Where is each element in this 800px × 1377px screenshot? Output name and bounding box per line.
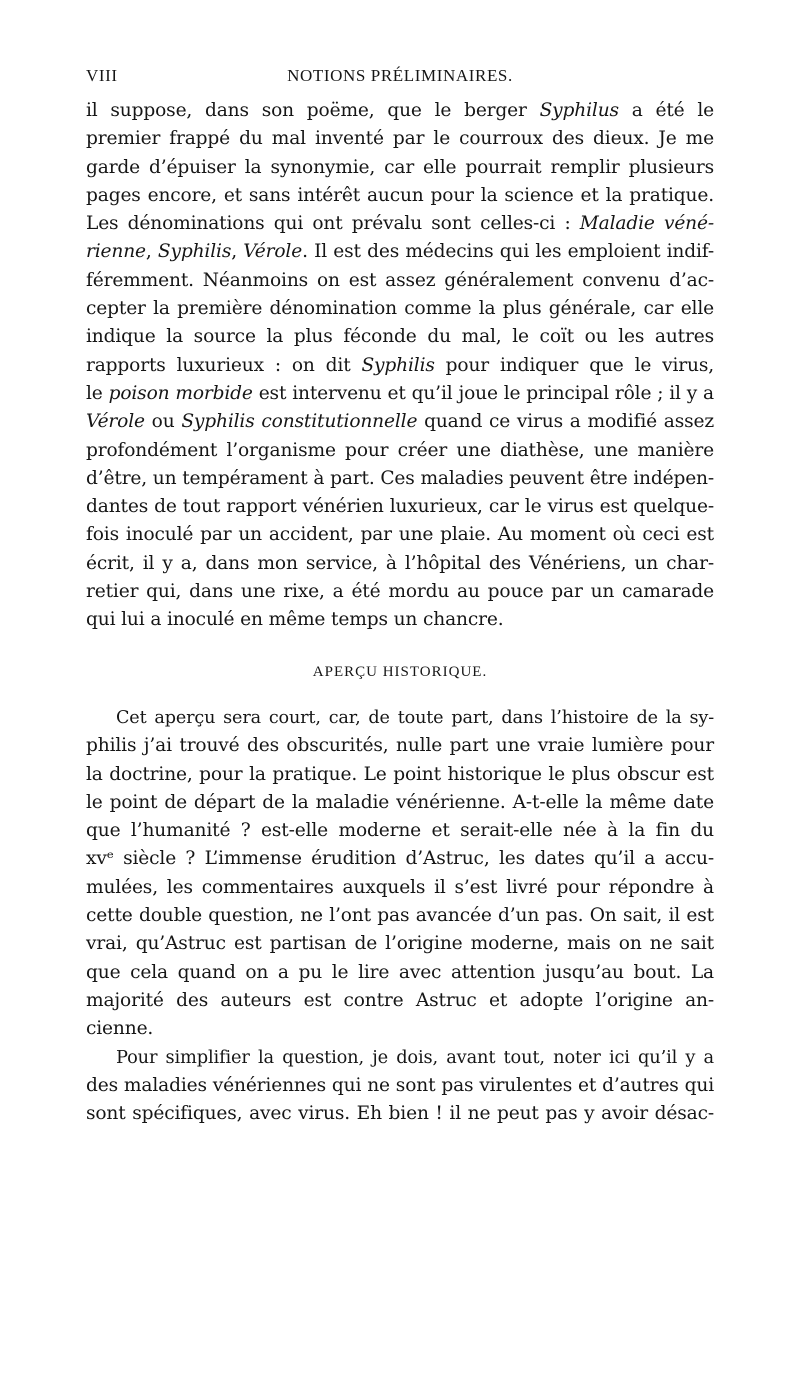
text-line: majorité des auteurs est contre Astruc et adopte l’origine an-: [86, 989, 714, 1011]
text-line: pages encore, et sans intérêt aucun pour la science et la pratique.: [86, 184, 714, 206]
text-line: sont spécifiques, avec virus. Eh bien ! il ne peut pas y avoir désac-: [86, 1103, 714, 1125]
text-line: féremment. Néanmoins on est assez généralement convenu d’ac-: [86, 269, 714, 291]
text-line: cienne.: [86, 1018, 154, 1040]
paragraph-historical: [86, 704, 714, 1044]
text-line: il suppose, dans son poëme, que le berger Syphilus a été le: [86, 100, 714, 121]
paragraph-synonymy: [86, 97, 714, 635]
text-line: que cela quand on a pu le lire avec attention jusqu’au bout. La: [86, 961, 714, 983]
text-line: garde d’épuiser la synonymie, car elle pourrait remplir plusieurs: [86, 156, 714, 178]
text-line: la doctrine, pour la pratique. Le point historique le plus obscur est: [86, 763, 714, 785]
section-heading: APERÇU HISTORIQUE.: [312, 663, 488, 680]
text-line: retier qui, dans une rixe, a été mordu au pouce par un camarade: [86, 581, 714, 603]
text-line: d’être, un tempérament à part. Ces maladies peuvent être indépen-: [86, 467, 715, 489]
text-line: dantes de tout rapport vénérien luxurieux, car le virus est quelque-: [86, 496, 714, 518]
body-text: [86, 97, 714, 1128]
text-line: cette double question, ne l’ont pas avancée d’un pas. On sait, il est: [86, 905, 714, 927]
text-line: Cet aperçu sera court, car, de toute part, dans l’histoire de la sy-: [116, 707, 714, 728]
text-line: xvᵉ siècle ? L’immense érudition d’Astruc, les dates qu’il a accu-: [86, 848, 714, 870]
text-line: Pour simplifier la question, je dois, avant tout, noter ici qu’il y a: [116, 1046, 714, 1068]
text-line: rapports luxurieux : on dit Syphilis pour indiquer que le virus,: [86, 354, 714, 376]
paragraph-simplify: [86, 1044, 714, 1129]
text-line: philis j’ai trouvé des obscurités, nulle part une vraie lumière pour: [86, 735, 714, 757]
text-line: rienne, Syphilis, Vérole. Il est des médecins qui les emploient indif-: [86, 241, 714, 263]
text-line: cepter la première dénomination comme la plus générale, car elle: [86, 298, 714, 320]
text-line: fois inoculé par un accident, par une plaie. Au moment où ceci est: [86, 524, 714, 546]
text-line: vrai, qu’Astruc est partisan de l’origine moderne, mais on ne sait: [86, 933, 714, 955]
text-line: indique la source la plus féconde du mal, le coït ou les autres: [86, 326, 714, 348]
text-line: que l’humanité ? est-elle moderne et serait-elle née à la fin du: [86, 820, 714, 842]
text-line: Les dénominations qui ont prévalu sont celles-ci : Maladie véné-: [86, 213, 714, 235]
running-head: [86, 66, 714, 92]
text-line: le poison morbide est intervenu et qu’il joue le principal rôle ; il y a: [86, 382, 714, 404]
text-line: le point de départ de la maladie vénérienne. A-t-elle la même date: [86, 791, 714, 813]
text-line: profondément l’organisme pour créer une diathèse, une manière: [86, 439, 714, 461]
page-number: VIII: [86, 66, 118, 85]
text-line: Vérole ou Syphilis constitutionnelle quand ce virus a modifié assez: [86, 411, 714, 433]
text-line: écrit, il y a, dans mon service, à l’hôpital des Vénériens, un char-: [86, 552, 714, 574]
running-title: NOTIONS PRÉLIMINAIRES.: [287, 66, 513, 85]
text-line: des maladies vénériennes qui ne sont pas virulentes et d’autres qui: [86, 1074, 714, 1096]
text-line: qui lui a inoculé en même temps un chancre.: [86, 609, 504, 631]
text-line: mulées, les commentaires auxquels il s’est livré pour répondre à: [86, 876, 714, 898]
text-line: premier frappé du mal inventé par le courroux des dieux. Je me: [86, 128, 714, 150]
